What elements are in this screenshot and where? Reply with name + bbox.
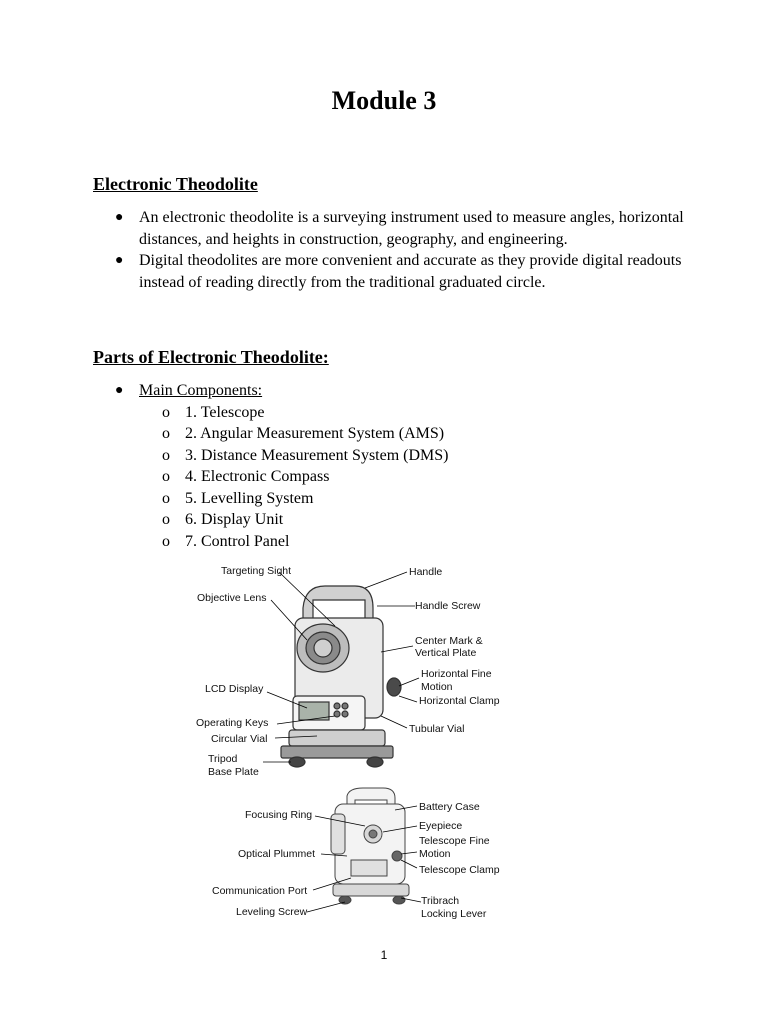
main-components-label: Main Components: [139,382,263,399]
page-title: Module 3 [331,86,437,115]
component-text: 5. Levelling System [185,489,314,507]
label-communication-port: Communication Port [212,885,308,897]
label-circular-vial: Circular Vial [211,733,268,745]
label-leveling-screw: Leveling Screw [236,906,308,918]
component-item [139,466,699,488]
label-targeting-sight: Targeting Sight [221,565,292,577]
label-center-mark: Center Mark & [415,635,483,647]
label-focusing-ring: Focusing Ring [245,809,313,821]
bullet-icon: ● [115,383,124,398]
section-heading-electronic-theodolite: Electronic Theodolite [93,174,258,194]
component-item [139,531,699,553]
theodolite-diagram [195,556,515,926]
component-text: 6. Display Unit [185,511,284,528]
list-item [93,380,699,552]
bullet-text: An electronic theodolite is a surveying instrument used to measure angles, horizontal distances, and heights in construction, geography, and engineering. [139,209,684,248]
label-lcd-display: LCD Display [205,683,264,695]
circle-bullet-icon: o [162,468,170,485]
label-horizontal-clamp: Horizontal Clamp [419,695,500,707]
component-sub-list [139,402,699,553]
label-handle-screw: Handle Screw [415,600,481,612]
label-telescope-motion: Motion [419,848,451,860]
section-heading-parts: Parts of Electronic Theodolite: [93,347,329,367]
label-optical-plummet: Optical Plummet [238,848,316,860]
circle-bullet-icon: o [162,446,170,464]
component-item [139,445,699,467]
intro-bullet-list [93,207,699,293]
component-item [139,488,699,510]
label-telescope-fine: Telescope Fine [419,835,490,847]
label-locking-lever: Locking Lever [421,908,487,920]
label-tribrach: Tribrach [421,895,460,907]
circle-bullet-icon: o [162,532,170,550]
label-operating-keys: Operating Keys [196,717,269,729]
page-number: 1 [380,948,388,962]
label-base-plate: Base Plate [208,766,259,778]
components-list [93,380,699,552]
bullet-icon: ● [115,253,124,268]
component-text: 4. Electronic Compass [185,468,330,485]
component-text: 1. Telescope [185,403,265,421]
component-text: 2. Angular Measurement System (AMS) [185,425,445,442]
back-theodolite-illustration [331,788,409,904]
list-item [93,250,699,293]
component-text: 7. Control Panel [185,532,290,550]
label-motion: Motion [421,681,453,693]
bullet-text: Digital theodolites are more convenient and accurate as they provide digital readouts instead of reading directly from the traditional graduated circle. [139,252,682,291]
label-telescope-clamp: Telescope Clamp [419,864,500,876]
front-theodolite-illustration [281,586,401,767]
label-tubular-vial: Tubular Vial [409,723,465,735]
label-vertical-plate: Vertical Plate [415,647,477,659]
component-item [139,509,699,531]
label-objective-lens: Objective Lens [197,592,267,604]
bullet-icon: ● [115,210,124,225]
label-handle: Handle [409,566,443,578]
component-text: 3. Distance Measurement System (DMS) [185,446,449,464]
component-item [139,423,699,445]
label-eyepiece: Eyepiece [419,820,463,832]
list-item [93,207,699,250]
component-item [139,402,699,424]
label-horizontal-fine: Horizontal Fine [421,668,492,680]
circle-bullet-icon: o [162,511,170,528]
label-battery-case: Battery Case [419,801,480,813]
circle-bullet-icon: o [162,425,170,442]
label-tripod: Tripod [208,753,238,765]
circle-bullet-icon: o [162,489,170,507]
circle-bullet-icon: o [162,403,170,421]
